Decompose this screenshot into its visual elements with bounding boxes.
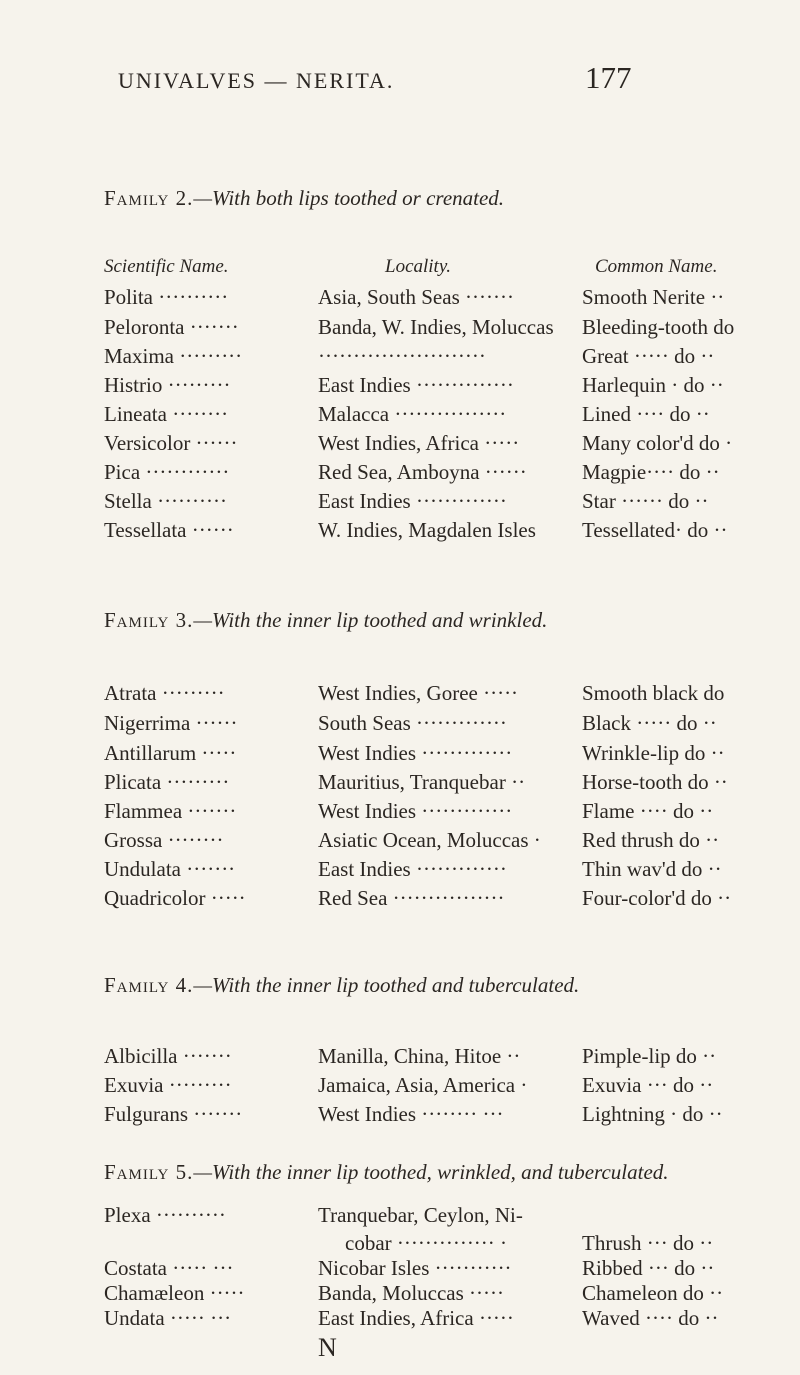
scientific-name: Undulata ······· [104,857,236,881]
scientific-name: Versicolor ······ [104,431,238,455]
scientific-name: Exuvia ········· [104,1073,232,1097]
column-header-common: Common Name. [595,256,718,277]
family-description: —With both lips toothed or crenated. [193,186,505,210]
scientific-name: Costata ····· ··· [104,1256,234,1280]
scientific-name: Undata ····· ··· [104,1306,232,1330]
common-name: Smooth Nerite ·· [582,285,725,309]
table-row [0,1043,800,1071]
common-name: Smooth black do [582,681,725,705]
locality: Red Sea, Amboyna ······ [318,460,527,484]
locality: Nicobar Isles ··········· [318,1256,512,1280]
running-title: UNIVALVES — NERITA. [118,68,395,93]
family-description: —With the inner lip toothed and wrinkled. [193,608,548,632]
locality: South Seas ············· [318,711,507,735]
table-row [0,517,800,545]
common-name: Bleeding-tooth do [582,315,735,339]
scientific-name: Peloronta ······· [104,315,239,339]
common-name: Wrinkle-lip do ·· [582,741,725,765]
family-description: —With the inner lip toothed and tuberculated. [193,973,580,997]
common-name: Horse-tooth do ·· [582,770,728,794]
common-name: Tessellated· do ·· [582,518,728,542]
locality: Banda, W. Indies, Moluccas [318,315,554,339]
scientific-name: Atrata ········· [104,681,225,705]
family-heading-4 [104,973,784,998]
scientific-name: Histrio ········· [104,373,231,397]
family-heading-5 [104,1160,784,1185]
locality: East Indies ············· [318,857,507,881]
common-name: Black ····· do ·· [582,711,717,735]
table-row [0,827,800,855]
table-row [0,798,800,826]
scientific-name: Polita ·········· [104,285,229,309]
page-number: 177 [585,60,632,95]
table-row [0,488,800,516]
locality: Tranquebar, Ceylon, Ni- [318,1203,523,1227]
common-name: Many color'd do · [582,431,733,455]
column-header-locality: Locality. [385,256,451,277]
locality: W. Indies, Magdalen Isles [318,518,536,542]
table-row [0,710,800,738]
scientific-name: Plexa ·········· [104,1203,226,1227]
table-row [0,314,800,342]
locality: Asiatic Ocean, Moluccas · [318,828,541,852]
family-heading-2 [104,186,784,211]
scientific-name: Antillarum ····· [104,741,237,765]
locality: East Indies, Africa ····· [318,1306,514,1330]
common-name: Pimple-lip do ·· [582,1044,717,1068]
common-name: Red thrush do ·· [582,828,720,852]
scientific-name: Maxima ········· [104,344,243,368]
signature-mark: N [318,1333,337,1362]
locality: West Indies, Africa ····· [318,431,520,455]
table-row [0,1230,800,1258]
common-name: Ribbed ··· do ·· [582,1256,715,1280]
scientific-name: Flammea ······· [104,799,237,823]
table-row [0,401,800,429]
scientific-name: Fulgurans ······· [104,1102,243,1126]
common-name: Magpie···· do ·· [582,460,720,484]
locality: Red Sea ················ [318,886,505,910]
family-label: Family 3. [104,608,194,632]
common-name: Flame ···· do ·· [582,799,714,823]
table-row [0,1280,800,1308]
locality: ························ [318,344,486,368]
locality: East Indies ············· [318,489,507,513]
table-row [0,1101,800,1129]
table-row [0,343,800,371]
common-name: Four-color'd do ·· [582,886,732,910]
scientific-name: Lineata ········ [104,402,229,426]
locality: Malacca ················ [318,402,507,426]
scientific-name: Plicata ········· [104,770,230,794]
column-header-scientific: Scientific Name. [104,256,229,277]
common-name: Great ····· do ·· [582,344,715,368]
scientific-name: Nigerrima ······ [104,711,238,735]
table-row [0,459,800,487]
family-label: Family 5. [104,1160,194,1184]
locality: Asia, South Seas ······· [318,285,514,309]
locality: Jamaica, Asia, America · [318,1073,528,1097]
table-row [0,885,800,913]
scientific-name: Grossa ········ [104,828,224,852]
scientific-name: Albicilla ······· [104,1044,232,1068]
common-name: Lightning · do ·· [582,1102,723,1126]
locality: West Indies ············· [318,741,513,765]
table-row [0,769,800,797]
family-label: Family 4. [104,973,194,997]
common-name: Lined ···· do ·· [582,402,710,426]
table-row [0,856,800,884]
common-name: Thrush ··· do ·· [582,1231,714,1255]
locality: East Indies ·············· [318,373,514,397]
family-heading-3 [104,608,784,633]
locality: Manilla, China, Hitoe ·· [318,1044,521,1068]
locality: West Indies ········ ··· [318,1102,504,1126]
scientific-name: Chamæleon ····· [104,1281,245,1305]
common-name: Harlequin · do ·· [582,373,724,397]
locality: West Indies ············· [318,799,513,823]
table-row [0,1305,800,1333]
family-label: Family 2. [104,186,194,210]
table-row [0,284,800,312]
locality: Mauritius, Tranquebar ·· [318,770,526,794]
scientific-name: Tessellata ······ [104,518,234,542]
family-description: —With the inner lip toothed, wrinkled, and tuberculated. [193,1160,669,1184]
common-name: Thin wav'd do ·· [582,857,722,881]
scientific-name: Stella ·········· [104,489,228,513]
locality: West Indies, Goree ····· [318,681,519,705]
scientific-name: Pica ············ [104,460,230,484]
running-head [0,60,800,100]
scientific-name: Quadricolor ····· [104,886,246,910]
table-row [0,680,800,708]
common-name: Star ······ do ·· [582,489,709,513]
locality: cobar ·············· · [345,1231,508,1255]
common-name: Exuvia ··· do ·· [582,1073,714,1097]
table-row [0,1255,800,1283]
table-row [0,1072,800,1100]
common-name: Chameleon do ·· [582,1281,724,1305]
table-row [0,372,800,400]
table-row [0,430,800,458]
locality: Banda, Moluccas ····· [318,1281,505,1305]
table-row [0,740,800,768]
common-name: Waved ···· do ·· [582,1306,719,1330]
table-row [0,1202,800,1230]
